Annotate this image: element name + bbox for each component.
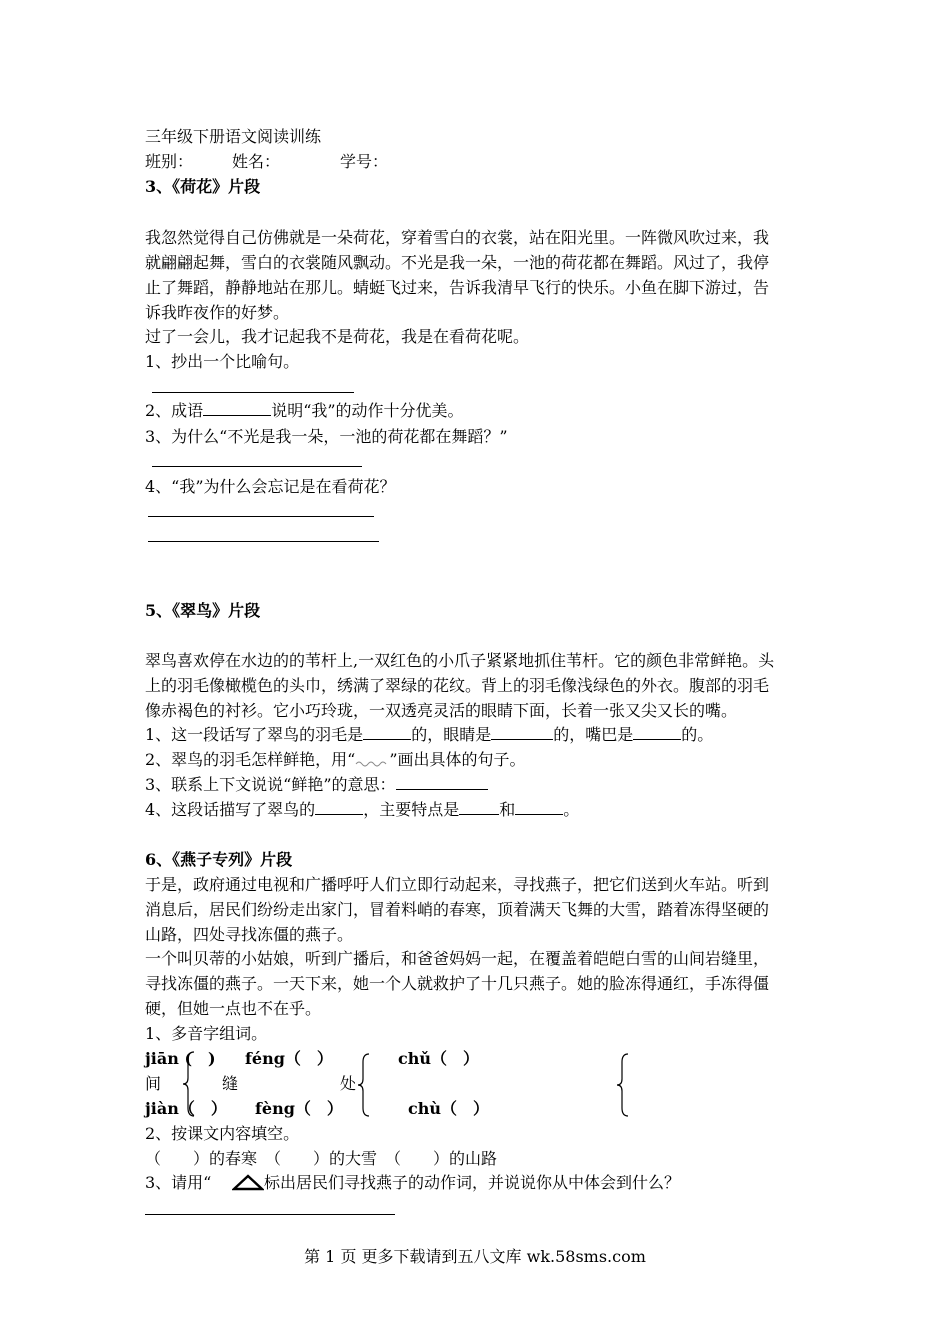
- question-text: 2、成语: [145, 401, 204, 420]
- question-text: ，主要特点是: [363, 800, 460, 819]
- question-text: 3、联系上下文说说“鲜艳”的意思：: [145, 775, 396, 794]
- answer-line[interactable]: [148, 516, 374, 517]
- section-6-question-1: 1、多音字组词。: [145, 1024, 268, 1043]
- section-6-paragraph-line: 于是，政府通过电视和广播呼吁人们立即行动起来，寻找燕子，把它们送到火车站。听到: [145, 875, 770, 894]
- pinyin-chu4: chù（ ）: [408, 1099, 490, 1118]
- pinyin-jian4: jiàn（ ）: [145, 1099, 227, 1118]
- question-text: 和: [499, 800, 516, 819]
- section-5-heading: 5、《翠鸟》片段: [145, 601, 261, 620]
- eye-blank[interactable]: [491, 725, 553, 740]
- name-label: 姓名：: [232, 152, 281, 171]
- section-3-paragraph-line: 止了舞蹈，静静地站在那儿。蜻蜓飞过来，告诉我清早飞行的快乐。小鱼在脚下游过，告: [145, 278, 770, 297]
- fill-in-phrases[interactable]: （ ）的春寒 （ ）的大雪 （ ）的山路: [145, 1149, 498, 1168]
- section-6-question-3: [145, 1173, 211, 1193]
- question-text: 3、请用“: [145, 1173, 212, 1192]
- question-text: 标出居民们寻找燕子的动作词，并说说你从中体会到什么？: [264, 1173, 681, 1192]
- section-6-paragraph-line: 一个叫贝蒂的小姑娘，听到广播后，和爸爸妈妈一起，在覆盖着皑皑白雪的山间岩缝里，: [145, 949, 770, 968]
- feature-blank-1[interactable]: [459, 800, 499, 815]
- section-5-question-4: [145, 800, 579, 820]
- section-5-question-2: [145, 750, 526, 770]
- question-text: 的，嘴巴是: [553, 725, 634, 744]
- section-6-question-2: 2、按课文内容填空。: [145, 1124, 300, 1143]
- section-3-paragraph-line: 诉我昨夜作的好梦。: [145, 303, 290, 322]
- section-5-question-3: [145, 775, 488, 795]
- answer-line[interactable]: [152, 392, 354, 393]
- left-brace-icon: [182, 1050, 196, 1118]
- section-5-paragraph-line: 上的羽毛像橄榄色的头巾，绣满了翠绿的花纹。背上的羽毛像浅绿色的外衣。腹部的羽毛: [145, 676, 770, 695]
- wavy-underline-icon: [355, 751, 389, 765]
- feather-blank[interactable]: [363, 725, 411, 740]
- triangle-mark-icon: [232, 1173, 264, 1191]
- section-3-question-1: 1、抄出一个比喻句。: [145, 352, 300, 371]
- section-3-question-2: [145, 401, 464, 421]
- pinyin-feng4: fèng（ ）: [255, 1099, 343, 1118]
- document-title: 三年级下册语文阅读训练: [145, 127, 322, 146]
- question-text: 2、翠鸟的羽毛怎样鲜艳，用“: [145, 750, 356, 769]
- answer-line[interactable]: [152, 466, 362, 467]
- left-brace-icon: [616, 1052, 630, 1118]
- section-3-question-4: 4、“我”为什么会忘记是在看荷花？: [145, 477, 396, 496]
- section-5-paragraph-line: 翠鸟喜欢停在水边的的苇杆上,一双红色的小爪子紧紧地抓住苇杆。它的颜色非常鲜艳。头: [145, 651, 775, 670]
- question-text: 的。: [681, 725, 714, 744]
- beak-blank[interactable]: [633, 725, 681, 740]
- question-text: 4、这段话描写了翠鸟的: [145, 800, 316, 819]
- pinyin-chu3: chǔ（ ）: [398, 1049, 480, 1068]
- class-label: 班别：: [145, 152, 194, 171]
- feature-blank-2[interactable]: [515, 800, 563, 815]
- char-feng: 缝: [222, 1074, 239, 1093]
- section-3-question-3: 3、为什么“不光是我一朵，一池的荷花都在舞蹈？”: [145, 427, 508, 446]
- section-6-paragraph-line: 硬，但她一点也不在乎。: [145, 999, 322, 1018]
- section-3-paragraph-line: 我忽然觉得自己仿佛就是一朵荷花，穿着雪白的衣裳，站在阳光里。一阵微风吹过来，我: [145, 228, 770, 247]
- section-3-paragraph-line: 过了一会儿，我才记起我不是荷花，我是在看荷花呢。: [145, 327, 530, 346]
- section-3-heading: 3、《荷花》片段: [145, 177, 261, 196]
- left-brace-icon: [357, 1052, 371, 1118]
- char-chu: 处: [340, 1074, 357, 1093]
- section-6-heading: 6、《燕子专列》片段: [145, 850, 293, 869]
- question-text: 的，眼睛是: [411, 725, 492, 744]
- section-5-paragraph-line: 像赤褐色的衬衫。它小巧玲珑，一双透亮灵活的眼睛下面，长着一张又尖又长的嘴。: [145, 701, 738, 720]
- page-footer: 第 1 页 更多下载请到五八文库 wk.58sms.com: [304, 1247, 646, 1266]
- section-6-paragraph-line: 消息后，居民们纷纷走出家门，冒着料峭的春寒，顶着满天飞舞的大雪，踏着冻得坚硬的: [145, 900, 770, 919]
- question-text: 1、这一段话写了翠鸟的羽毛是: [145, 725, 364, 744]
- pinyin-feng2: féng（ ）: [245, 1049, 333, 1068]
- idiom-blank[interactable]: [203, 401, 271, 416]
- question-text: 说明“我”的动作十分优美。: [271, 401, 464, 420]
- char-jian: 间: [145, 1074, 162, 1093]
- answer-line[interactable]: [145, 1214, 395, 1215]
- pinyin-jian1: jiān ( ): [145, 1049, 216, 1068]
- answer-line[interactable]: [148, 541, 379, 542]
- question-text: 。: [563, 800, 580, 819]
- section-3-paragraph-line: 就翩翩起舞，雪白的衣裳随风飘动。不光是我一朵，一池的荷花都在舞蹈。风过了，我停: [145, 253, 770, 272]
- section-6-paragraph-line: 寻找冻僵的燕子。一天下来，她一个人就救护了十几只燕子。她的脸冻得通红，手冻得僵: [145, 974, 770, 993]
- meaning-blank[interactable]: [396, 775, 488, 790]
- question-text: ”画出具体的句子。: [389, 750, 526, 769]
- student-id-label: 学号：: [340, 152, 389, 171]
- section-5-question-1: [145, 725, 713, 745]
- section-6-paragraph-line: 山路，四处寻找冻僵的燕子。: [145, 925, 354, 944]
- part-blank[interactable]: [315, 800, 363, 815]
